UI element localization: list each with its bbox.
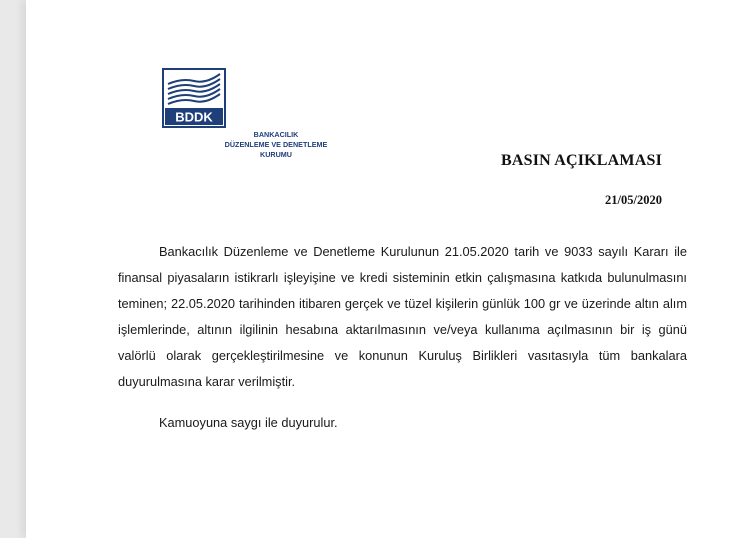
logo-institution-name: [211, 130, 341, 160]
logo-abbreviation: BDDK: [175, 109, 213, 125]
bddk-emblem-icon: [162, 68, 226, 128]
closing-line: Kamuoyuna saygı ile duyurulur.: [159, 415, 338, 430]
logo-line-1: BANKACILIK: [253, 130, 299, 139]
document-page: [26, 0, 750, 538]
logo-line-2: DÜZENLEME VE DENETLEME: [224, 140, 328, 149]
body-paragraph: Bankacılık Düzenleme ve Denetleme Kurulunun 21.05.2020 tarih ve 9033 sayılı Kararı ile finansal piyasaların istikrarlı işleyişine ve kredi sisteminin etkin çalışmasına katkıda bulunulmasını teminen; 22.05.2020 tarihinden itibaren gerçek ve tüzel kişilerin günlük 100 gr ve üzerinde altın alım işlemlerinde, altının ilgilinin hesabına aktarılmasının ve/veya kullanıma açılmasının bir iş günü valörlü olarak gerçekleştirilmesine ve konunun Kuruluş Birlikleri vasıtasıyla tüm bankalara duyurulmasına karar verilmiştir.: [118, 244, 687, 389]
document-date: 21/05/2020: [605, 193, 662, 207]
document-title: BASIN AÇIKLAMASI: [500, 152, 662, 169]
logo-line-3: KURUMU: [260, 150, 292, 159]
